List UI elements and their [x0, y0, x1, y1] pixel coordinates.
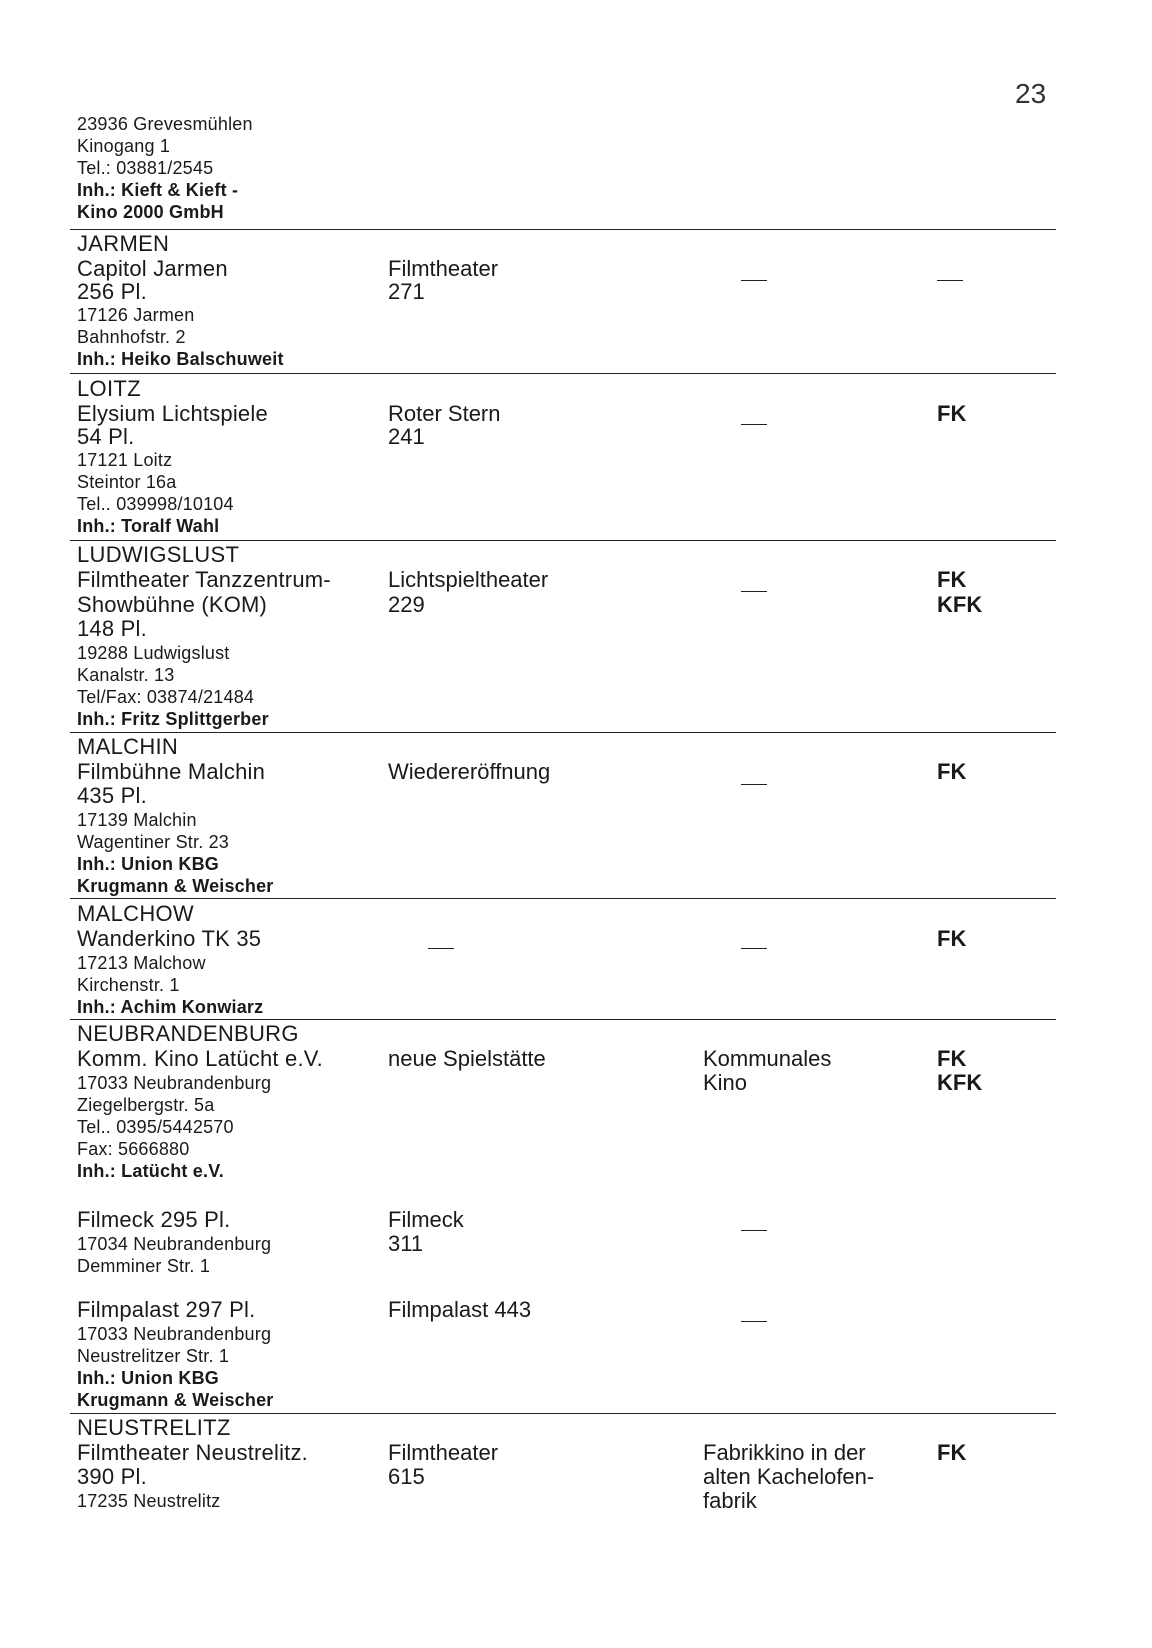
- phone-line: Tel.: 03881/2545: [77, 158, 214, 178]
- address-line: 17121 Loitz: [77, 450, 173, 470]
- category-label: FK: [937, 926, 967, 951]
- city-heading: MALCHIN: [77, 734, 179, 759]
- empty-dash: [937, 280, 963, 281]
- address-line: 17126 Jarmen: [77, 305, 195, 325]
- former-name: Lichtspieltheater: [388, 567, 549, 592]
- city-heading: LUDWIGSLUST: [77, 542, 240, 567]
- category-label: FK: [937, 567, 967, 592]
- owner-line: Inh.: Fritz Splittgerber: [77, 709, 269, 729]
- former-name: Wiedereröffnung: [388, 759, 551, 784]
- section-divider: [70, 732, 1056, 733]
- section-divider: [70, 229, 1056, 230]
- address-line: 17235 Neustrelitz: [77, 1491, 221, 1511]
- page-number: 23: [1015, 78, 1047, 109]
- owner-line: Krugmann & Weischer: [77, 876, 274, 896]
- former-number: 241: [388, 424, 425, 449]
- seat-count: 54 Pl.: [77, 424, 135, 449]
- address-line: Ziegelbergstr. 5a: [77, 1095, 215, 1115]
- owner-line: Kino 2000 GmbH: [77, 202, 224, 222]
- section-divider: [70, 1019, 1056, 1020]
- address-line: 17033 Neubrandenburg: [77, 1324, 272, 1344]
- owner-line: Inh.: Heiko Balschuweit: [77, 349, 284, 369]
- category-label: FK: [937, 401, 967, 426]
- address-line: Neustrelitzer Str. 1: [77, 1346, 230, 1366]
- former-name: Filmtheater: [388, 1440, 499, 1465]
- empty-dash: [741, 424, 767, 425]
- owner-line: Inh.: Union KBG: [77, 854, 219, 874]
- address-line: Demminer Str. 1: [77, 1256, 211, 1276]
- owner-line: Inh.: Union KBG: [77, 1368, 219, 1388]
- former-number: 615: [388, 1464, 425, 1489]
- address-line: 23936 Grevesmühlen: [77, 114, 253, 134]
- empty-dash: [741, 784, 767, 785]
- cinema-name: Wanderkino TK 35: [77, 926, 262, 951]
- empty-dash: [741, 591, 767, 592]
- city-heading: NEUSTRELITZ: [77, 1415, 231, 1440]
- city-heading: NEUBRANDENBURG: [77, 1021, 299, 1046]
- former-name: Roter Stern: [388, 401, 501, 426]
- empty-dash: [428, 948, 454, 949]
- seat-count: 390 Pl.: [77, 1464, 147, 1489]
- empty-dash: [741, 1321, 767, 1322]
- former-number: 229: [388, 592, 425, 617]
- cinema-name: Filmtheater Neustrelitz.: [77, 1440, 308, 1465]
- cinema-name: Filmpalast 297 Pl.: [77, 1297, 256, 1322]
- fax-line: Fax: 5666880: [77, 1139, 190, 1159]
- cinema-name: Showbühne (KOM): [77, 592, 268, 617]
- empty-dash: [741, 1230, 767, 1231]
- city-heading: JARMEN: [77, 231, 170, 256]
- owner-line: Inh.: Toralf Wahl: [77, 516, 220, 536]
- city-heading: LOITZ: [77, 376, 141, 401]
- former-number: 271: [388, 279, 425, 304]
- section-divider: [70, 898, 1056, 899]
- empty-dash: [741, 948, 767, 949]
- cinema-name: Capitol Jarmen: [77, 256, 228, 281]
- seat-count: 256 Pl.: [77, 279, 147, 304]
- address-line: Wagentiner Str. 23: [77, 832, 230, 852]
- seat-count: 435 Pl.: [77, 783, 147, 808]
- address-line: 17213 Malchow: [77, 953, 206, 973]
- address-line: Kanalstr. 13: [77, 665, 175, 685]
- former-name: Filmtheater: [388, 256, 499, 281]
- address-line: 17033 Neubrandenburg: [77, 1073, 272, 1093]
- remark-line: alten Kachelofen-: [703, 1464, 875, 1489]
- seat-count: 148 Pl.: [77, 616, 147, 641]
- cinema-name: Filmeck 295 Pl.: [77, 1207, 231, 1232]
- phone-line: Tel.. 039998/10104: [77, 494, 234, 514]
- category-label: FK: [937, 759, 967, 784]
- owner-line: Inh.: Achim Konwiarz: [77, 997, 264, 1017]
- address-line: Bahnhofstr. 2: [77, 327, 186, 347]
- former-number: 311: [388, 1231, 424, 1256]
- section-divider: [70, 1413, 1056, 1414]
- remark-line: Fabrikkino in der: [703, 1440, 866, 1465]
- owner-line: Krugmann & Weischer: [77, 1390, 274, 1410]
- former-name: neue Spielstätte: [388, 1046, 546, 1071]
- city-heading: MALCHOW: [77, 901, 194, 926]
- cinema-name: Filmtheater Tanzzentrum-: [77, 567, 331, 592]
- address-line: Steintor 16a: [77, 472, 177, 492]
- address-line: 17139 Malchin: [77, 810, 197, 830]
- owner-line: Inh.: Kieft & Kieft -: [77, 180, 239, 200]
- remark-line: fabrik: [703, 1488, 757, 1513]
- section-divider: [70, 540, 1056, 541]
- remark-line: Kino: [703, 1070, 748, 1095]
- address-line: 17034 Neubrandenburg: [77, 1234, 272, 1254]
- owner-line: Inh.: Latücht e.V.: [77, 1161, 224, 1181]
- address-line: 19288 Ludwigslust: [77, 643, 230, 663]
- former-name: Filmeck: [388, 1207, 464, 1232]
- category-label: FK: [937, 1046, 967, 1071]
- remark-line: Kommunales: [703, 1046, 832, 1071]
- phone-line: Tel.. 0395/5442570: [77, 1117, 234, 1137]
- section-divider: [70, 373, 1056, 374]
- address-line: Kirchenstr. 1: [77, 975, 180, 995]
- cinema-name: Filmbühne Malchin: [77, 759, 266, 784]
- empty-dash: [741, 280, 767, 281]
- cinema-name: Elysium Lichtspiele: [77, 401, 268, 426]
- phone-line: Tel/Fax: 03874/21484: [77, 687, 255, 707]
- former-name: Filmpalast 443: [388, 1297, 532, 1322]
- category-label: KFK: [937, 592, 983, 617]
- category-label: FK: [937, 1440, 967, 1465]
- address-line: Kinogang 1: [77, 136, 171, 156]
- cinema-name: Komm. Kino Latücht e.V.: [77, 1046, 323, 1071]
- category-label: KFK: [937, 1070, 983, 1095]
